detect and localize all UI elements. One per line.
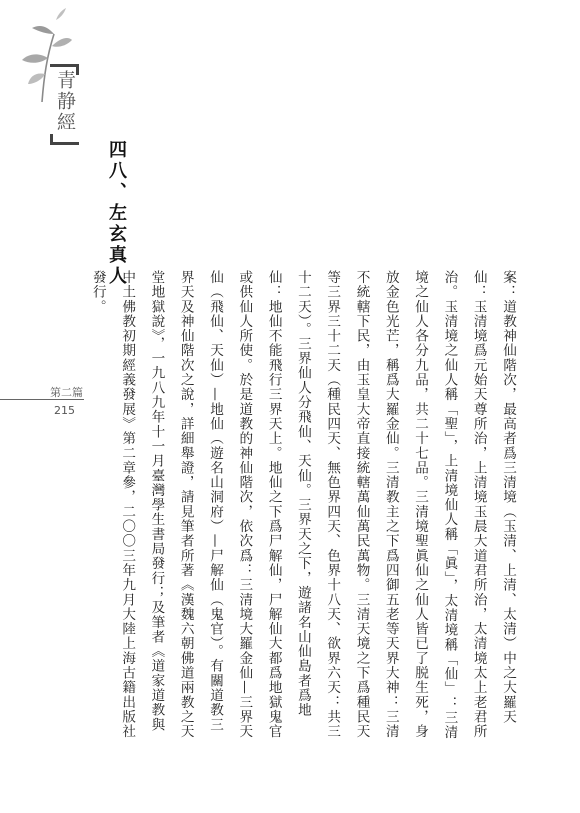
logo-bracket-bottom	[50, 134, 79, 145]
commentary-body	[89, 270, 522, 740]
margin-rule	[0, 399, 84, 400]
book-logo	[14, 6, 84, 176]
part-label: 第二篇	[50, 386, 83, 399]
commentary-paragraph: 案：道教神仙階次，最高者爲三清境（玉清、上清、太清）中之大羅天仙：玉清境爲元始天尊所治，上清境玉晨大道君所治，太清境太上老君所治。玉清境之仙人稱「聖」，上清境仙人稱「眞」，太清境稱「仙」：三清境之仙人各分九品，共二十七品。三清境聖眞仙之仙人皆已了脱生死，身放金色光芒，稱爲大羅金仙。三清教主之下爲四御五老等天界大神：三清不統轄下民，由玉皇大帝直接統轄萬仙萬民萬物。三清天境之下爲種民天等三界三十二天（種民四天、無色界四天、色界十八天、欲界六天：共三十二天）。三界仙人分飛仙、天仙。三界天之下，遊諸名山仙島者爲地仙：地仙不能飛行三界天上。地仙之下爲尸解仙，尸解仙大都爲地獄鬼官或供仙人所使。於是道教的神仙階次，依次爲：三清境大羅金仙—三界天仙（飛仙、天仙）—地仙（遊名山洞府）—尸解仙（鬼官）。有關道教三界天及神仙階次之說，詳細舉證，請見筆者所著《漢魏六朝佛道兩教之天堂地獄說》，一九八九年十一月臺灣學生書局發行；及筆者《道家道教與中土佛教初期經義發展》第二章參，二〇〇三年九月大陸上海古籍出版社發行。	[89, 270, 516, 740]
chapter-title: 四八、左玄真人	[106, 140, 127, 287]
book-logo-title: 青静經	[54, 70, 76, 133]
page-number: 215	[54, 404, 75, 417]
